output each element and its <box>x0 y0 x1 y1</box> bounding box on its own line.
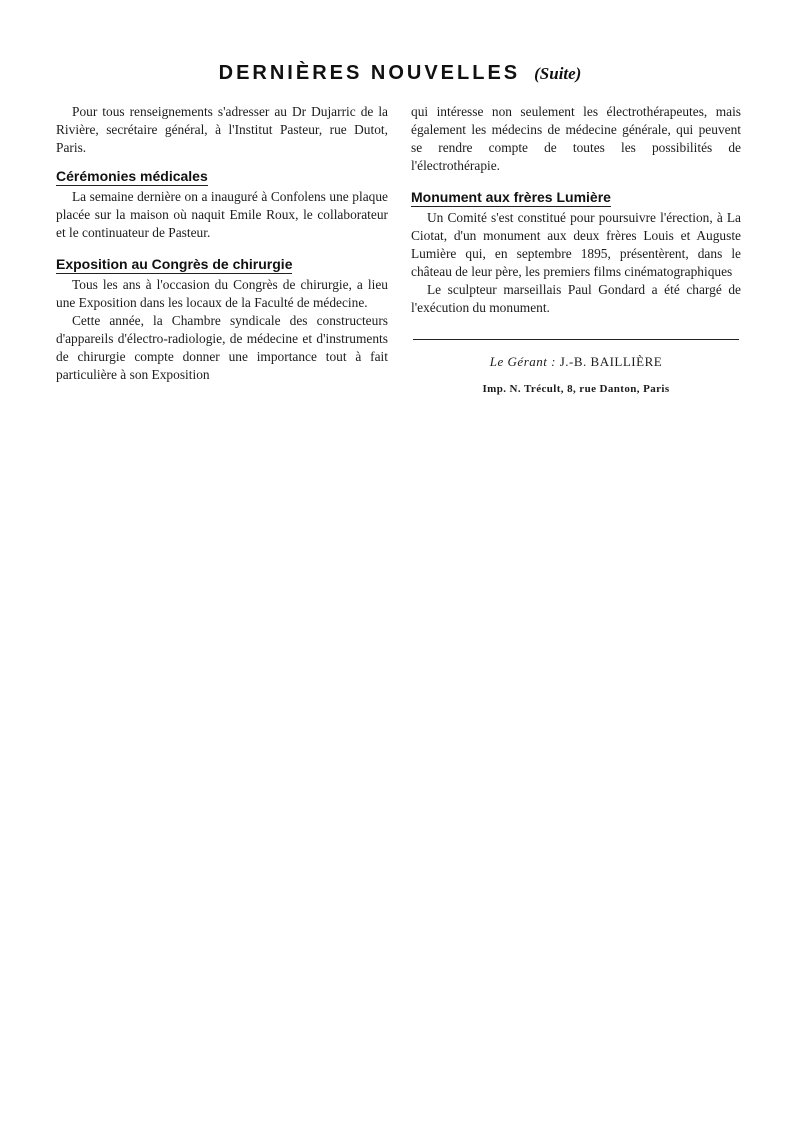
monument-paragraph-1: Un Comité s'est constitué pour poursuivre l'érection, à La Ciotat, d'un monument aux deux frères Louis et Auguste Lumière qui, en septembre 1895, présentèrent, dans le château de leur père, les premiers films cinématographiques <box>411 210 741 279</box>
section-title-exposition: Exposition au Congrès de chirurgie <box>56 256 293 272</box>
gerant-line <box>411 353 741 371</box>
divider-rule <box>413 339 739 340</box>
monument-paragraph-2: Le sculpteur marseillais Paul Gondard a été chargé de l'exécution du monument. <box>411 282 741 315</box>
exposition-paragraph-2: Cette année, la Chambre syndicale des constructeurs d'appareils d'électro-radiologie, de médecine et d'instruments de chirurgie compte donner une importance tout à fait particulière à son Exposition <box>56 313 388 382</box>
intro-paragraph: Pour tous renseignements s'adresser au Dr Dujarric de la Rivière, secrétaire général, à l'Institut Pasteur, rue Dutot, Paris. <box>56 104 388 155</box>
section-title-monument: Monument aux frères Lumière <box>411 189 611 205</box>
continuation-paragraph: qui intéresse non seulement les électrothérapeutes, mais également les médecins de médecine générale, qui peuvent se rendre compte de toutes les possibilités de l'électrothérapie. <box>411 104 741 173</box>
exposition-paragraph-1: Tous les ans à l'occasion du Congrès de chirurgie, a lieu une Exposition dans les locaux de la Faculté de médecine. <box>56 277 388 310</box>
gerant-name: J.-B. BAILLIÈRE <box>559 354 663 369</box>
ceremonies-paragraph: La semaine dernière on a inauguré à Confolens une plaque placée sur la maison où naquit Emile Roux, le collaborateur et le continuateur de Pasteur. <box>56 189 388 240</box>
page-header <box>0 62 800 85</box>
right-column <box>411 103 741 398</box>
page-title: DERNIÈRES NOUVELLES <box>218 62 521 84</box>
page-title-suite: (Suite) <box>534 64 582 83</box>
section-title-ceremonies: Cérémonies médicales <box>56 168 208 184</box>
imprint-line: Imp. N. Trécult, 8, rue Danton, Paris <box>482 383 670 395</box>
gerant-label: Le Gérant : <box>489 354 556 369</box>
left-column <box>56 103 388 384</box>
